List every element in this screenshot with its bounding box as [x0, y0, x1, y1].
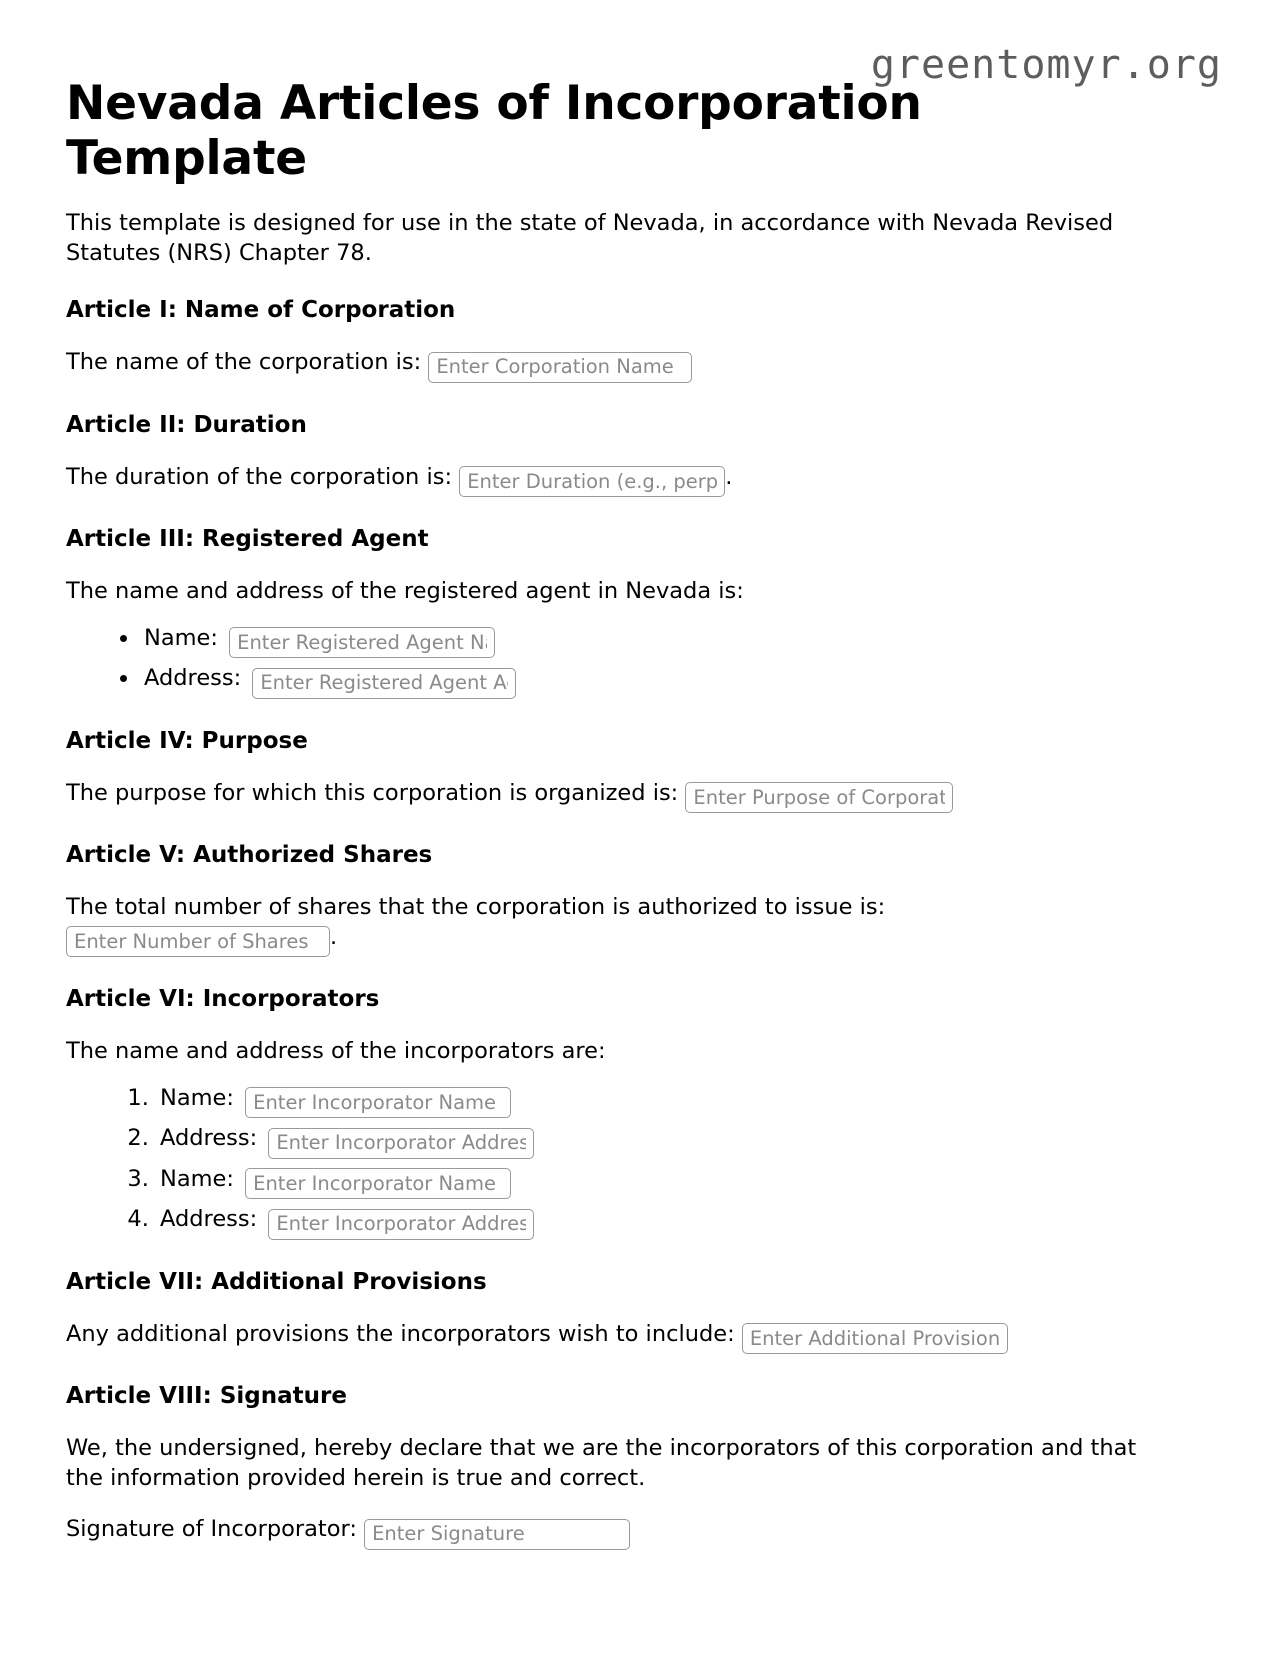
number-of-shares-input[interactable] [66, 926, 330, 957]
duration-input[interactable] [459, 466, 725, 497]
article-8-heading: Article VIII: Signature [66, 1383, 347, 1410]
incorporator-2-name-label: Name: [160, 1165, 234, 1192]
article-4-row [66, 779, 1156, 814]
article-2-label: The duration of the corporation is: [66, 463, 453, 490]
site-watermark: greentomyr.org [870, 42, 1222, 88]
article-7-row [66, 1320, 1156, 1355]
signature-label: Signature of Incorporator: [66, 1516, 357, 1543]
registered-agent-name-label: Name: [144, 624, 218, 651]
article-2-heading: Article II: Duration [66, 411, 307, 438]
list-item [156, 1204, 1218, 1240]
article-4-label: The purpose for which this corporation is organized is: [66, 779, 679, 806]
registered-agent-address-label: Address: [144, 665, 242, 692]
article-1-row [66, 348, 1156, 383]
list-item [156, 1123, 1218, 1159]
incorporator-2-address-label: Address: [160, 1206, 258, 1233]
signature-input[interactable] [364, 1519, 630, 1550]
incorporator-2-name-input[interactable] [245, 1168, 511, 1199]
list-item [156, 1083, 1218, 1119]
article-2-row [66, 463, 1156, 498]
intro-paragraph: This template is designed for use in the state of Nevada, in accordance with Nevada Revised Statutes (NRS) Chapter 78. [66, 209, 1114, 266]
incorporator-1-address-input[interactable] [268, 1128, 534, 1159]
signature-row [66, 1515, 1156, 1550]
additional-provisions-input[interactable] [742, 1323, 1008, 1354]
article-7-heading: Article VII: Additional Provisions [66, 1268, 487, 1295]
list-item [140, 623, 1218, 659]
article-5-label: The total number of shares that the corporation is authorized to issue is: [66, 893, 886, 920]
list-item [140, 663, 1218, 699]
article-1-heading: Article I: Name of Corporation [66, 297, 456, 324]
signature-declaration: We, the undersigned, hereby declare that we are the incorporators of this corporation and that the information provided herein is true and correct. [66, 1434, 1137, 1491]
incorporator-2-address-input[interactable] [268, 1209, 534, 1240]
article-3-heading: Article III: Registered Agent [66, 526, 429, 553]
incorporators-list [66, 1083, 1218, 1240]
article-1-label: The name of the corporation is: [66, 349, 422, 376]
article-5-row [66, 893, 1156, 957]
incorporator-1-address-label: Address: [160, 1125, 258, 1152]
purpose-input[interactable] [685, 782, 953, 813]
article-5-heading: Article V: Authorized Shares [66, 842, 433, 869]
article-7-label: Any additional provisions the incorporators wish to include: [66, 1320, 735, 1347]
article-6-heading: Article VI: Incorporators [66, 986, 380, 1013]
article-2-period: . [725, 463, 733, 490]
registered-agent-address-input[interactable] [252, 668, 516, 699]
incorporator-1-name-label: Name: [160, 1084, 234, 1111]
corporation-name-input[interactable] [428, 352, 692, 383]
registered-agent-name-input[interactable] [229, 627, 495, 658]
page-title: Nevada Articles of Incorporation Template [66, 76, 922, 187]
list-item [156, 1164, 1218, 1200]
article-6-label: The name and address of the incorporators are: [66, 1038, 606, 1064]
registered-agent-list [66, 623, 1218, 699]
article-5-period: . [330, 923, 338, 950]
incorporator-1-name-input[interactable] [245, 1087, 511, 1118]
article-4-heading: Article IV: Purpose [66, 727, 308, 754]
article-3-label: The name and address of the registered agent in Nevada is: [66, 577, 744, 604]
